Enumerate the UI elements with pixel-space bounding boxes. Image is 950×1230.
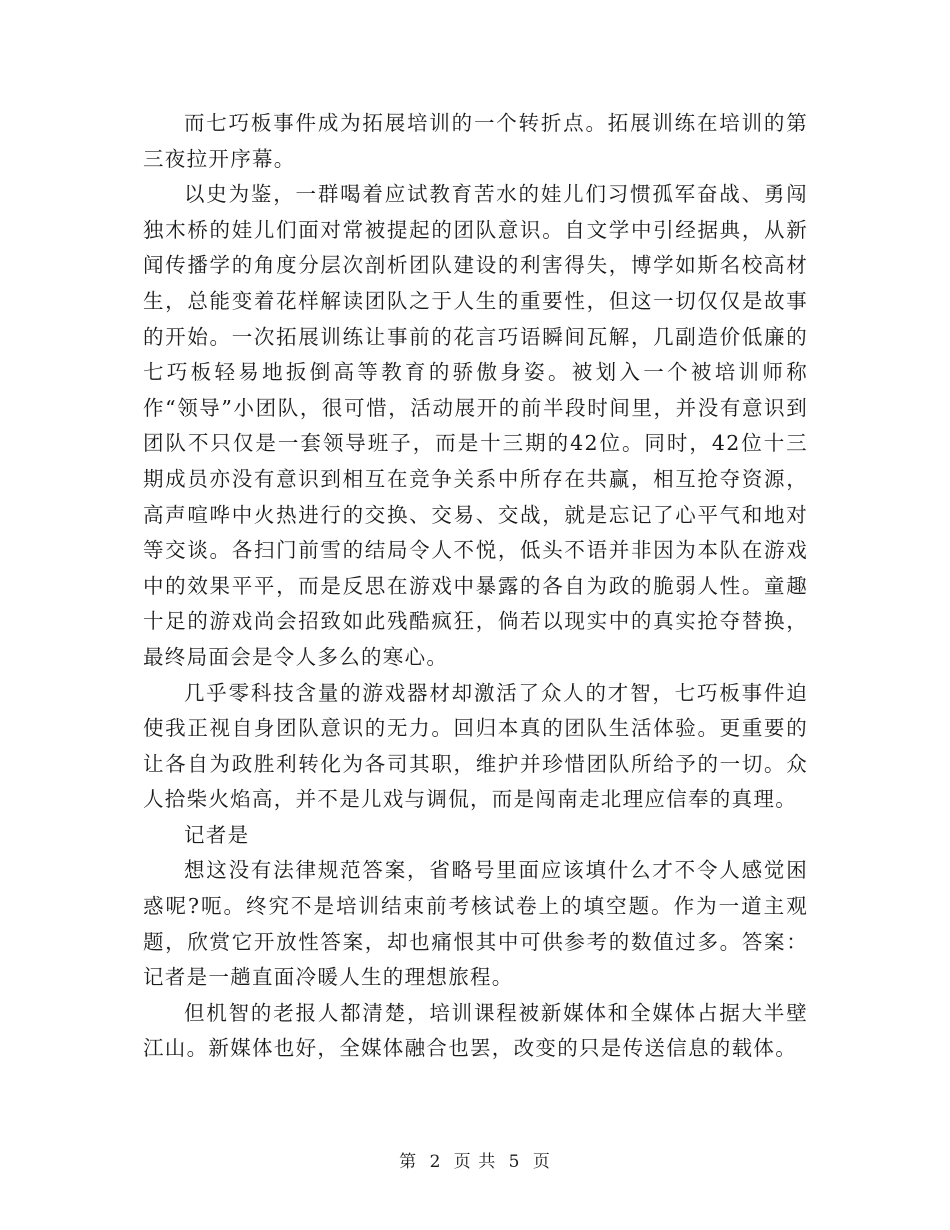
page-footer: [0, 1147, 950, 1172]
footer-middle: 页 共: [453, 1152, 497, 1172]
footer-prefix: 第: [399, 1152, 418, 1172]
paragraph-3: 几乎零科技含量的游戏器材却激活了众人的才智，七巧板事件迫使我正视自身团队意识的无力。回归本真的团队生活体验。更重要的让各自为政胜利转化为各司其职，维护并珍惜团队所给予的一切。众人拾柴火焰高，并不是儿戏与调侃，而是闯南走北理应信奉的真理。: [143, 680, 808, 812]
body-text: [143, 106, 808, 1067]
total-page-count: 5: [508, 1152, 521, 1172]
paragraph-4: 记者是: [184, 822, 250, 847]
footer-suffix: 页: [532, 1152, 551, 1172]
paragraph-6: 但机智的老报人都清楚，培训课程被新媒体和全媒体占据大半壁江山。新媒体也好，全媒体融合也罢，改变的只是传送信息的载体。: [143, 1000, 808, 1061]
current-page-number: 2: [429, 1152, 442, 1172]
paragraph-5: 想这没有法律规范答案，省略号里面应该填什么才不令人感觉困惑呢?呃。终究不是培训结束前考核试卷上的填空题。作为一道主观题，欣赏它开放性答案，却也痛恨其中可供参考的数值过多。答案：记者是一趟直面冷暖人生的理想旅程。: [143, 858, 808, 990]
paragraph-2: 以史为鉴，一群喝着应试教育苦水的娃儿们习惯孤军奋战、勇闯独木桥的娃儿们面对常被提起的团队意识。自文学中引经据典，从新闻传播学的角度分层次剖析团队建设的利害得失，博学如斯名校高材生，总能变着花样解读团队之于人生的重要性，但这一切仅仅是故事的开始。一次拓展训练让事前的花言巧语瞬间瓦解，几副造价低廉的七巧板轻易地扳倒高等教育的骄傲身姿。被划入一个被培训师称作“领导”小团队，很可惜，活动展开的前半段时间里，并没有意识到团队不只仅是一套领导班子，而是十三期的42位。同时，42位十三期成员亦没有意识到相互在竞争关系中所存在共赢，相互抢夺资源，高声喧哗中火热进行的交换、交易、交战，就是忘记了心平气和地对等交谈。各扫门前雪的结局令人不悦，低头不语并非因为本队在游戏中的效果平平，而是反思在游戏中暴露的各自为政的脆弱人性。童趣十足的游戏尚会招致如此残酷疯狂，倘若以现实中的真实抢夺替换，最终局面会是令人多么的寒心。: [143, 182, 808, 669]
paragraph-1: 而七巧板事件成为拓展培训的一个转折点。拓展训练在培训的第三夜拉开序幕。: [143, 111, 808, 171]
